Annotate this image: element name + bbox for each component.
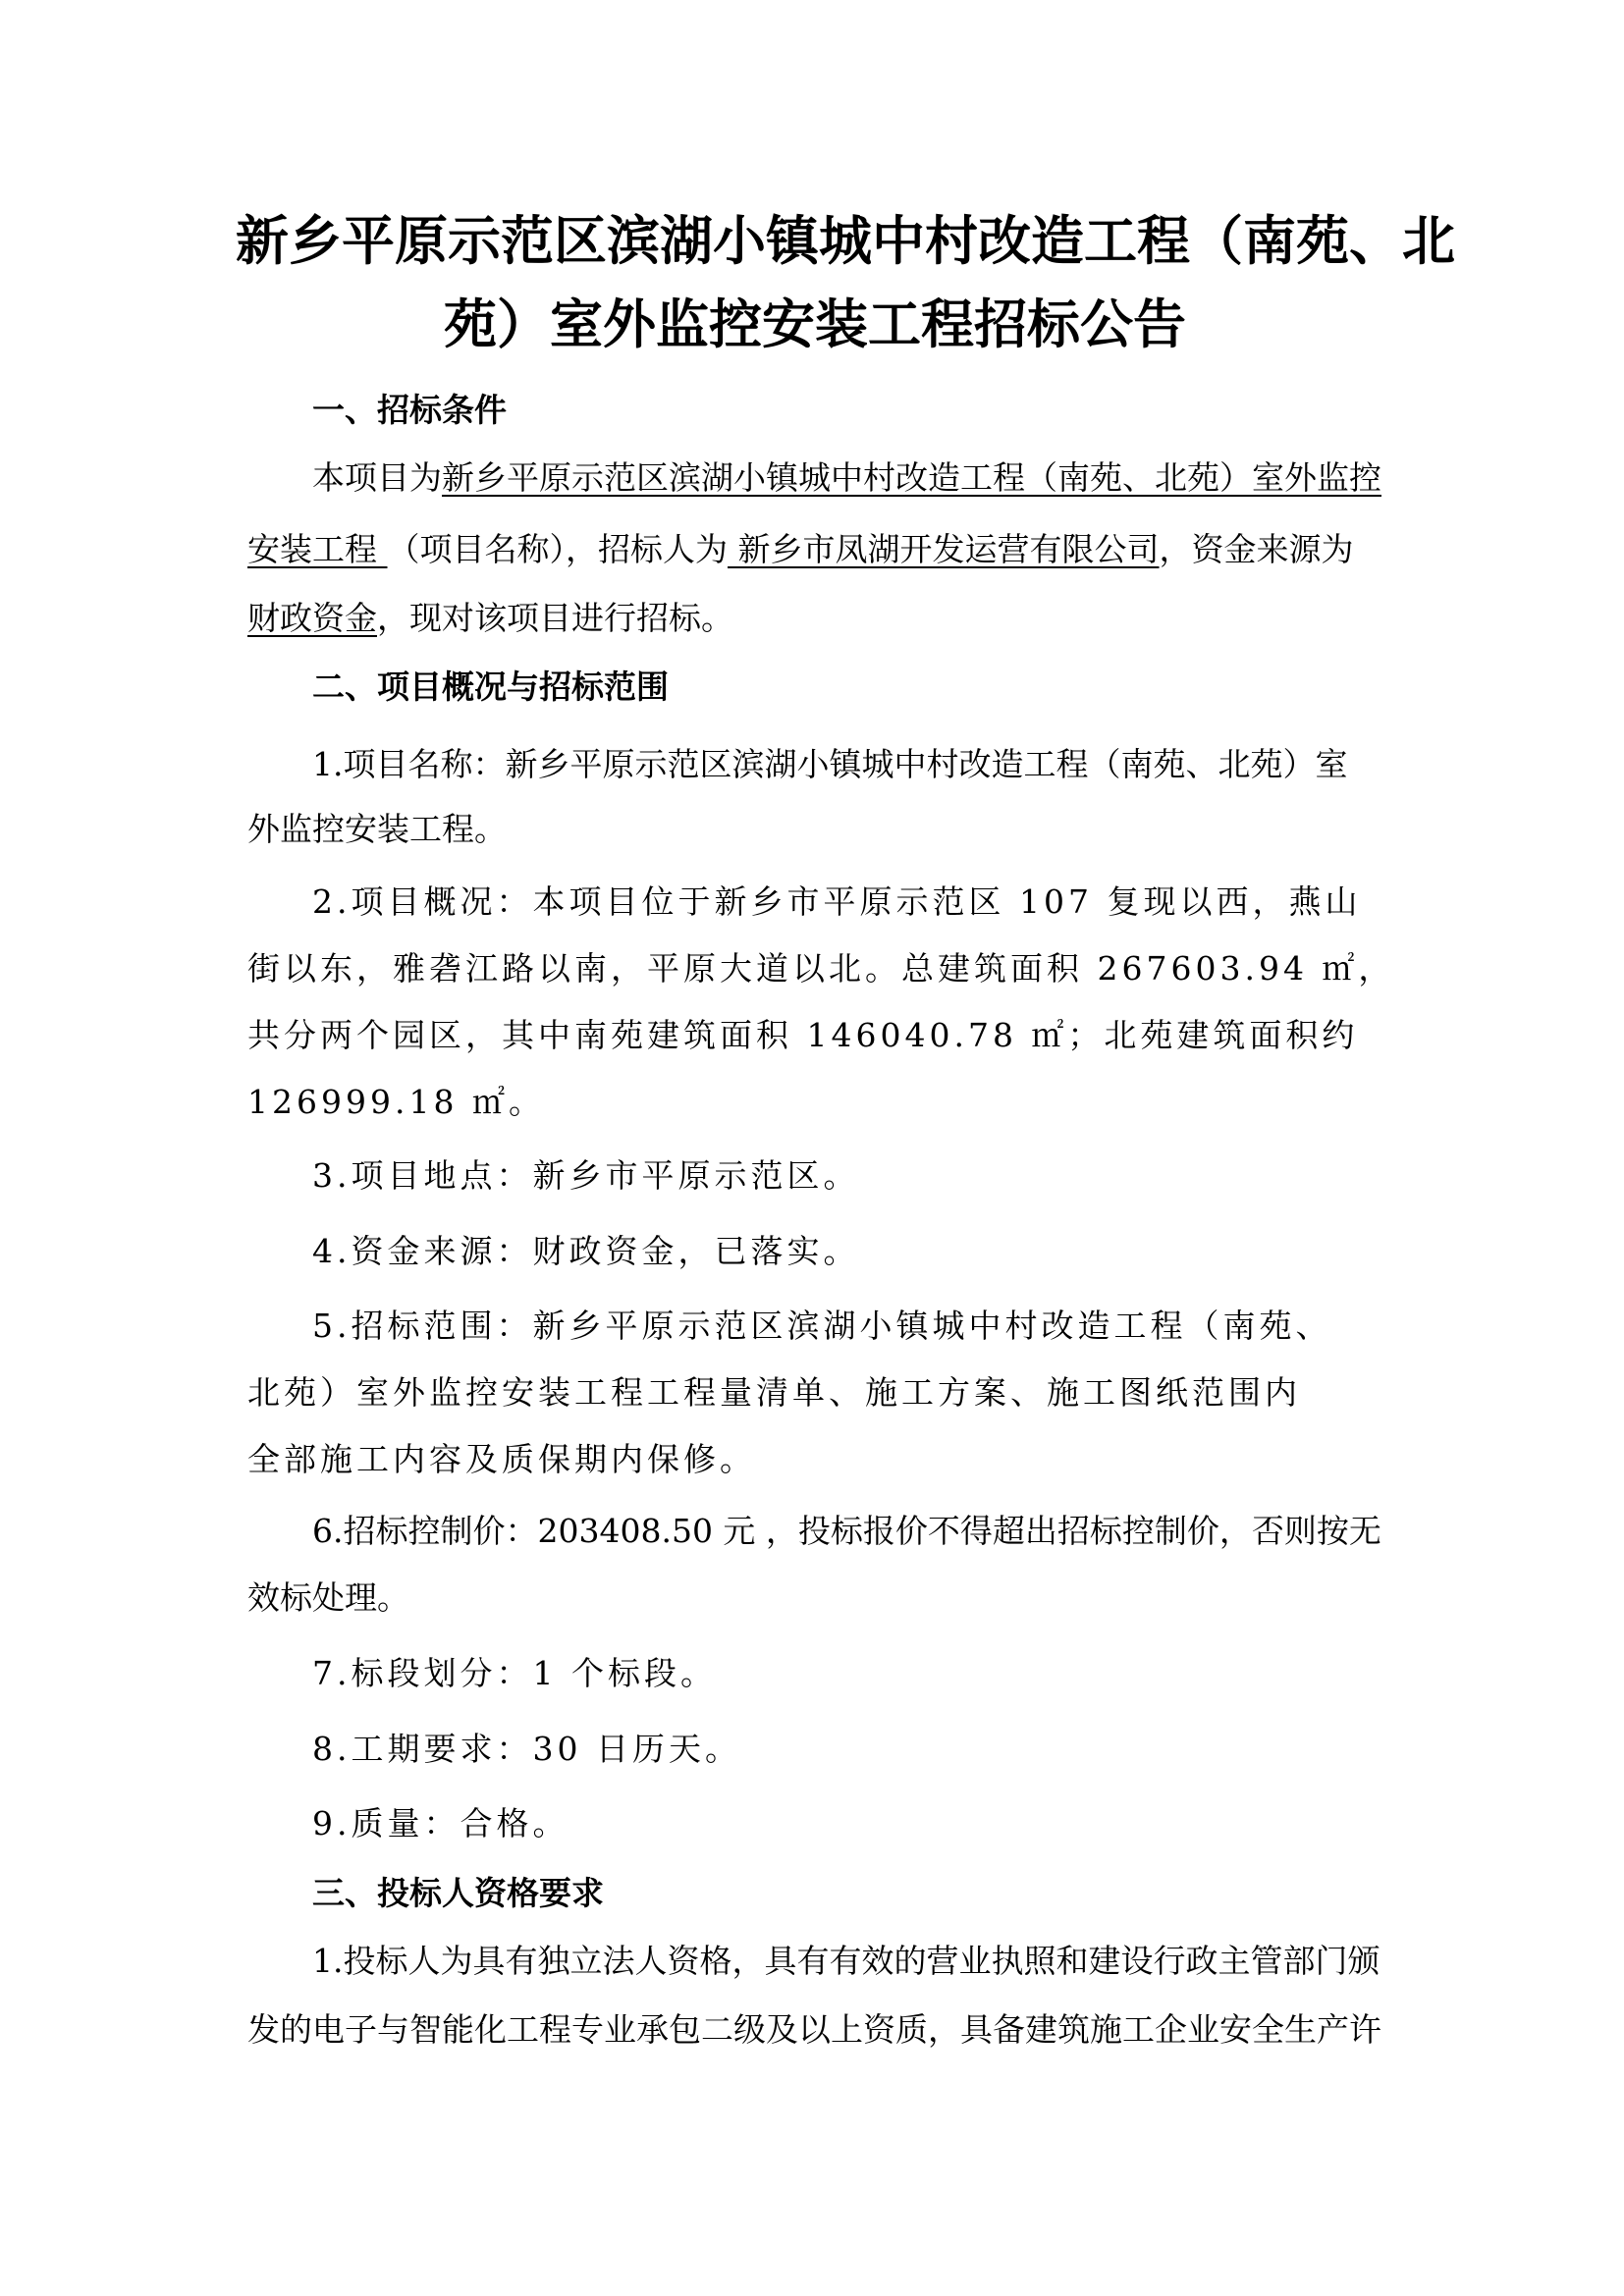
paragraph-tender-conditions-line-3 xyxy=(247,594,733,643)
item-project-location: 3.项目地点：新乡市平原示范区。 xyxy=(312,1156,860,1195)
item-tender-scope-line-1: 5.招标范围：新乡平原示范区滨湖小镇城中村改造工程（南苑、 xyxy=(312,1307,1332,1345)
text-fragment: 本项目为 xyxy=(312,458,442,497)
item-lot-division: 7.标段划分：1 个标段。 xyxy=(312,1654,717,1692)
item-quality: 9.质量：合格。 xyxy=(312,1804,569,1842)
paragraph-tender-conditions-line-1 xyxy=(312,454,1381,503)
item-project-overview-line-2: 街以东，雅砻江路以南，平原大道以北。总建筑面积 267603.94 ㎡， xyxy=(247,949,1395,988)
text-fragment: ，资金来源为 xyxy=(1159,530,1354,568)
document-title-line-1: 新乡平原示范区滨湖小镇城中村改造工程（南苑、北 xyxy=(236,209,1455,272)
text-fragment: ，现对该项目进行招标。 xyxy=(377,599,733,637)
item-control-price-line-2: 效标处理。 xyxy=(247,1578,409,1617)
item-project-overview-line-4: 126999.18 ㎡。 xyxy=(247,1083,545,1121)
item-control-price-line-1: 6.招标控制价：203408.50 元 ，投标报价不得超出招标控制价，否则按无 xyxy=(312,1512,1381,1550)
section-heading-tender-conditions: 一、招标条件 xyxy=(312,391,507,429)
funding-source-underlined: 财政资金 xyxy=(247,599,377,637)
item-project-name-line-2: 外监控安装工程。 xyxy=(247,810,507,848)
project-name-underlined-cont: 安装工程 xyxy=(247,530,388,568)
paragraph-tender-conditions-line-2 xyxy=(247,525,1354,574)
project-name-underlined: 新乡平原示范区滨湖小镇城中村改造工程（南苑、北苑）室外监控 xyxy=(442,458,1381,497)
tenderer-underlined: 新乡市凤湖开发运营有限公司 xyxy=(728,530,1160,568)
item-project-overview-line-1: 2.项目概况：本项目位于新乡市平原示范区 107 复现以西，燕山 xyxy=(312,882,1362,921)
section-heading-project-overview: 二、项目概况与招标范围 xyxy=(312,667,669,706)
item-tender-scope-line-2: 北苑）室外监控安装工程工程量清单、施工方案、施工图纸范围内 xyxy=(247,1373,1301,1412)
item-tender-scope-line-3: 全部施工内容及质保期内保修。 xyxy=(247,1440,756,1478)
section-heading-bidder-qualifications: 三、投标人资格要求 xyxy=(312,1874,604,1912)
item-bidder-qualification-line-2: 发的电子与智能化工程专业承包二级及以上资质，具备建筑施工企业安全生产许 xyxy=(247,2010,1381,2049)
item-bidder-qualification-line-1: 1.投标人为具有独立法人资格，具有有效的营业执照和建设行政主管部门颁 xyxy=(312,1942,1380,1980)
item-project-name-line-1: 1.项目名称：新乡平原示范区滨湖小镇城中村改造工程（南苑、北苑）室 xyxy=(312,745,1348,783)
item-funding-source: 4.资金来源：财政资金，已落实。 xyxy=(312,1232,860,1270)
item-construction-period: 8.工期要求：30 日历天。 xyxy=(312,1730,741,1768)
document-title-line-2: 苑）室外监控安装工程招标公告 xyxy=(444,293,1186,355)
text-fragment: （项目名称），招标人为 xyxy=(387,530,728,568)
item-project-overview-line-3: 共分两个园区，其中南苑建筑面积 146040.78 ㎡；北苑建筑面积约 xyxy=(247,1016,1359,1054)
